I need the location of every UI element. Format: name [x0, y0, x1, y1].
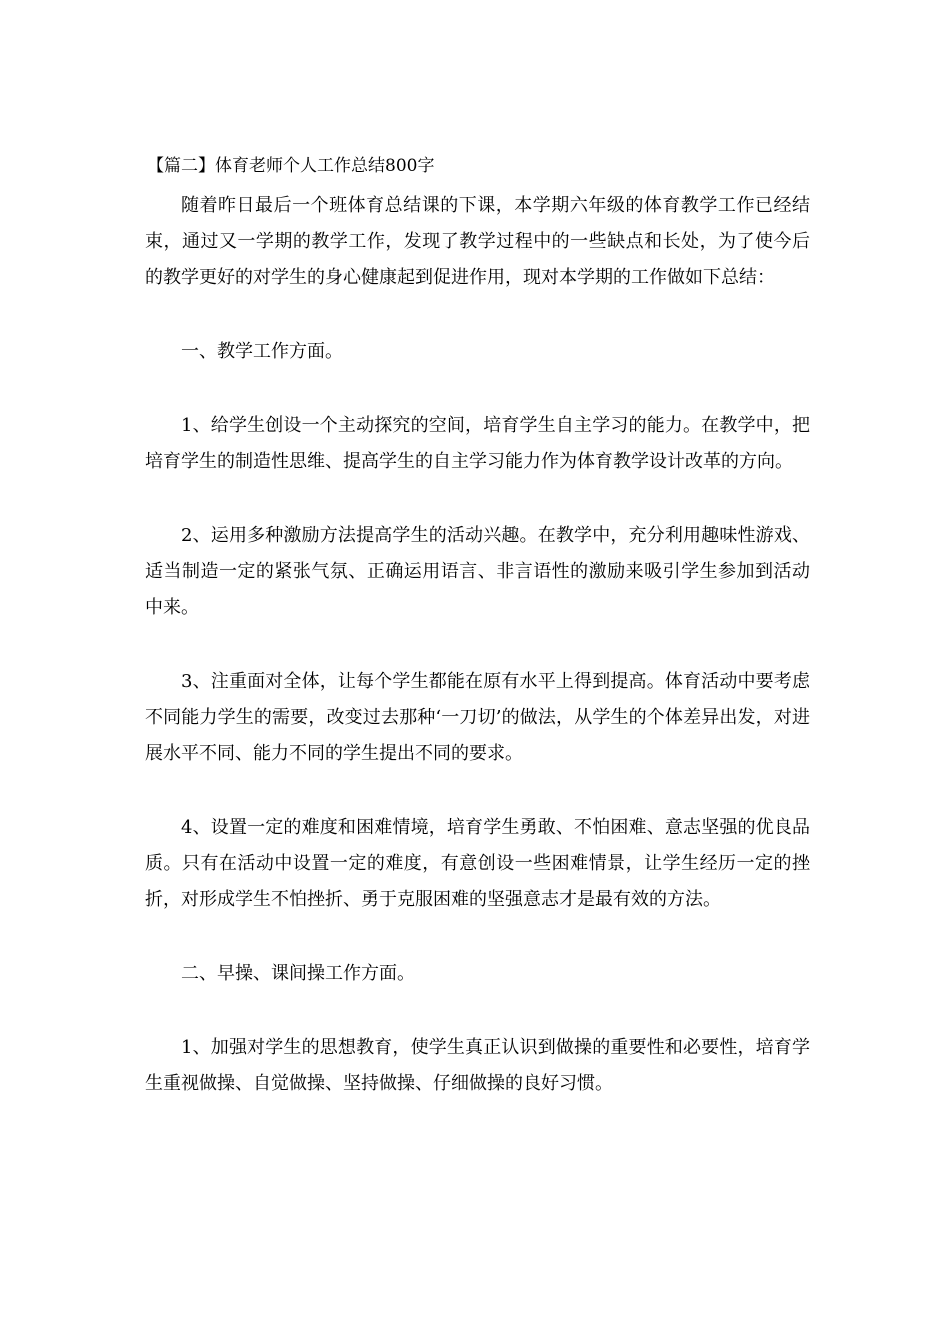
section-heading-teaching: 一、教学工作方面。	[181, 341, 343, 362]
paragraph-item: 3、注重面对全体，让每个学生都能在原有水平上得到提高。体育活动中要考虑不同能力学生的需要，改变过去那种‘一刀切’的做法，从学生的个体差异出发，对进展水平不同、能力不同的学生提出不同的要求。	[145, 671, 810, 764]
paragraph-spacer	[145, 480, 810, 518]
paragraph-spacer	[145, 918, 810, 956]
paragraph-item: 2、运用多种激励方法提高学生的活动兴趣。在教学中，充分利用趣味性游戏、适当制造一定的紧张气氛、正确运用语言、非言语性的激励来吸引学生参加到活动中来。	[145, 525, 810, 618]
paragraph-intro: 随着昨日最后一个班体育总结课的下课，本学期六年级的体育教学工作已经结束，通过又一学期的教学工作，发现了教学过程中的一些缺点和长处，为了使今后的教学更好的对学生的身心健康起到促进作用，现对本学期的工作做如下总结：	[145, 195, 810, 288]
paragraph-item: 4、设置一定的难度和困难情境，培育学生勇敢、不怕困难、意志坚强的优良品质。只有在活动中设置一定的难度，有意创设一些困难情景，让学生经历一定的挫折，对形成学生不怕挫折、勇于克服困难的坚强意志才是最有效的方法。	[145, 817, 810, 910]
document-title: 【篇二】体育老师个人工作总结800字	[147, 156, 435, 176]
paragraph-spacer	[145, 626, 810, 664]
paragraph-item: 1、给学生创设一个主动探究的空间，培育学生自主学习的能力。在教学中，把培育学生的制造性思维、提高学生的自主学习能力作为体育教学设计改革的方向。	[145, 415, 810, 472]
document-body	[145, 148, 810, 1102]
paragraph-spacer	[145, 370, 810, 408]
section-heading-exercises: 二、早操、课间操工作方面。	[181, 963, 415, 984]
paragraph-spacer	[145, 992, 810, 1030]
paragraph-spacer	[145, 772, 810, 810]
paragraph-item: 1、加强对学生的思想教育，使学生真正认识到做操的重要性和必要性，培育学生重视做操、自觉做操、坚持做操、仔细做操的良好习惯。	[145, 1037, 810, 1094]
paragraph-spacer	[145, 296, 810, 334]
